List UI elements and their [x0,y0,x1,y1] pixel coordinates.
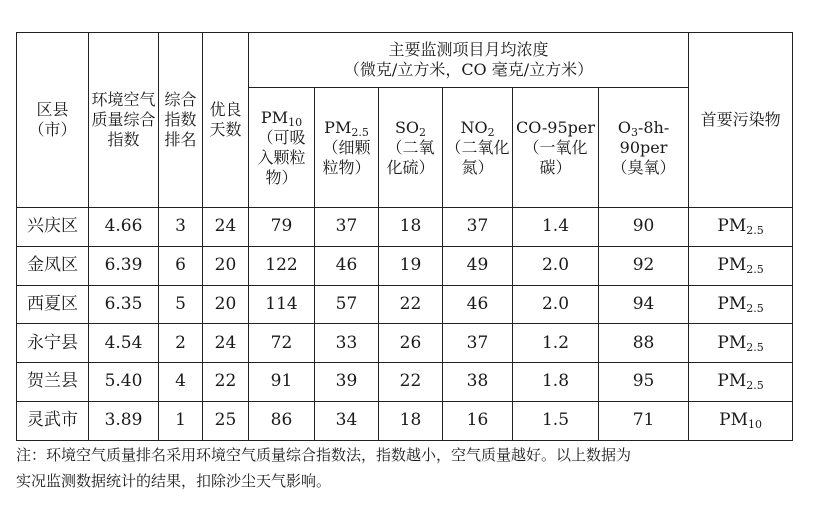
cell-co: 2.0 [513,246,599,285]
cell-pm10: 122 [249,246,315,285]
cell-rank: 3 [159,208,203,247]
header-rank-label: 综合指数排名 [164,90,197,149]
no2-symbol: NO [460,117,488,137]
cell-so2: 18 [379,208,443,247]
cell-no2: 37 [443,208,513,247]
cell-pm25: 57 [315,285,379,324]
cell-co: 1.5 [513,401,599,440]
cell-no2: 46 [443,285,513,324]
cell-good-days: 24 [203,324,249,363]
group-subtitle: （微克/立方米，CO 毫克/立方米） [343,60,594,79]
pollutant-symbol: PM [717,371,747,392]
cell-aqi: 6.39 [89,246,159,285]
header-region [17,33,89,208]
table-body [17,208,793,441]
so2-description: （二氧化硫） [386,137,435,177]
co-description: （一氧化碳） [523,137,588,177]
header-pm10 [249,88,315,208]
pollutant-symbol: PM [717,293,747,314]
cell-pm25: 34 [315,401,379,440]
cell-so2: 19 [379,246,443,285]
pollutant-symbol: PM [719,410,748,431]
footnote [16,442,806,494]
cell-aqi: 3.89 [89,401,159,440]
group-title: 主要监测项目月均浓度 [388,40,549,59]
table-row [17,246,793,285]
pm10-description: （可吸入颗粒物） [257,127,306,187]
cell-so2: 22 [379,285,443,324]
cell-primary-pollutant [689,324,793,363]
cell-primary-pollutant [689,246,793,285]
header-good-days [203,33,249,208]
header-co [513,88,599,208]
cell-region: 永宁县 [17,324,89,363]
header-row-1 [17,33,793,88]
cell-pm25: 46 [315,246,379,285]
cell-o3: 90 [599,208,689,247]
cell-aqi: 5.40 [89,363,159,402]
cell-pm25: 37 [315,208,379,247]
cell-good-days: 20 [203,246,249,285]
cell-aqi: 4.54 [89,324,159,363]
header-good-days-label: 优良天数 [209,100,242,139]
pollutant-subscript: 2.5 [746,379,764,393]
cell-co: 1.8 [513,363,599,402]
pollutant-subscript: 2.5 [746,224,764,238]
cell-region: 灵武市 [17,401,89,440]
cell-good-days: 22 [203,363,249,402]
pm25-symbol: PM [324,117,352,137]
pollutant-subscript: 2.5 [746,340,764,354]
pm10-subscript: 10 [288,115,303,129]
cell-o3: 94 [599,285,689,324]
pollutant-symbol: PM [717,332,747,353]
cell-primary-pollutant [689,363,793,402]
header-pollutant-group [249,33,689,88]
air-quality-table [16,32,793,441]
cell-pm10: 79 [249,208,315,247]
cell-region: 金凤区 [17,246,89,285]
cell-so2: 26 [379,324,443,363]
cell-region: 贺兰县 [17,363,89,402]
table-row [17,401,793,440]
cell-primary-pollutant [689,208,793,247]
cell-aqi: 6.35 [89,285,159,324]
cell-co: 1.2 [513,324,599,363]
cell-co: 2.0 [513,285,599,324]
cell-co: 1.4 [513,208,599,247]
cell-o3: 95 [599,363,689,402]
pm25-description: （细颗粒物） [322,137,371,177]
o3-description: （臭氧） [611,157,676,177]
so2-subscript: 2 [419,125,427,139]
cell-aqi: 4.66 [89,208,159,247]
cell-rank: 1 [159,401,203,440]
header-primary-pollutant-label: 首要污染物 [700,110,781,129]
cell-good-days: 25 [203,401,249,440]
header-aqi-label: 环境空气质量综合指数 [91,90,156,149]
cell-rank: 2 [159,324,203,363]
header-so2 [379,88,443,208]
cell-no2: 37 [443,324,513,363]
cell-pm25: 33 [315,324,379,363]
pollutant-symbol: PM [717,216,747,237]
cell-no2: 49 [443,246,513,285]
cell-rank: 4 [159,363,203,402]
table-row [17,285,793,324]
o3-symbol: O [617,117,631,137]
header-o3 [599,88,689,208]
pm10-symbol: PM [260,107,289,127]
cell-o3: 71 [599,401,689,440]
table-row [17,324,793,363]
cell-pm10: 86 [249,401,315,440]
header-region-label: 区县（市） [28,100,77,139]
header-pm25 [315,88,379,208]
pollutant-subscript: 10 [748,418,762,432]
cell-o3: 88 [599,324,689,363]
o3-metric: -8h-90per [619,117,670,157]
so2-symbol: SO [394,117,420,137]
cell-pm10: 114 [249,285,315,324]
pm25-subscript: 2.5 [351,125,369,139]
pollutant-symbol: PM [717,255,747,276]
co-symbol: CO-95per [515,117,596,137]
table-row [17,363,793,402]
cell-region: 兴庆区 [17,208,89,247]
pollutant-subscript: 2.5 [746,301,764,315]
table-row [17,208,793,247]
cell-o3: 92 [599,246,689,285]
cell-no2: 16 [443,401,513,440]
cell-so2: 22 [379,363,443,402]
cell-pm25: 39 [315,363,379,402]
cell-pm10: 72 [249,324,315,363]
cell-primary-pollutant [689,285,793,324]
no2-description: （二氧化氮） [445,137,510,177]
no2-subscript: 2 [487,125,495,139]
cell-region: 西夏区 [17,285,89,324]
cell-rank: 5 [159,285,203,324]
cell-pm10: 91 [249,363,315,402]
cell-no2: 38 [443,363,513,402]
header-primary-pollutant [689,33,793,208]
header-no2 [443,88,513,208]
cell-good-days: 20 [203,285,249,324]
pollutant-subscript: 2.5 [746,263,764,277]
header-rank [159,33,203,208]
o3-subscript: 3 [630,125,638,139]
cell-good-days: 24 [203,208,249,247]
header-aqi [89,33,159,208]
cell-primary-pollutant [689,401,793,440]
cell-rank: 6 [159,246,203,285]
cell-so2: 18 [379,401,443,440]
footnote-line-2: 实况监测数据统计的结果，扣除沙尘天气影响。 [16,472,332,490]
footnote-line-1: 注：环境空气质量排名采用环境空气质量综合指数法，指数越小，空气质量越好。以上数据为 [16,446,632,464]
